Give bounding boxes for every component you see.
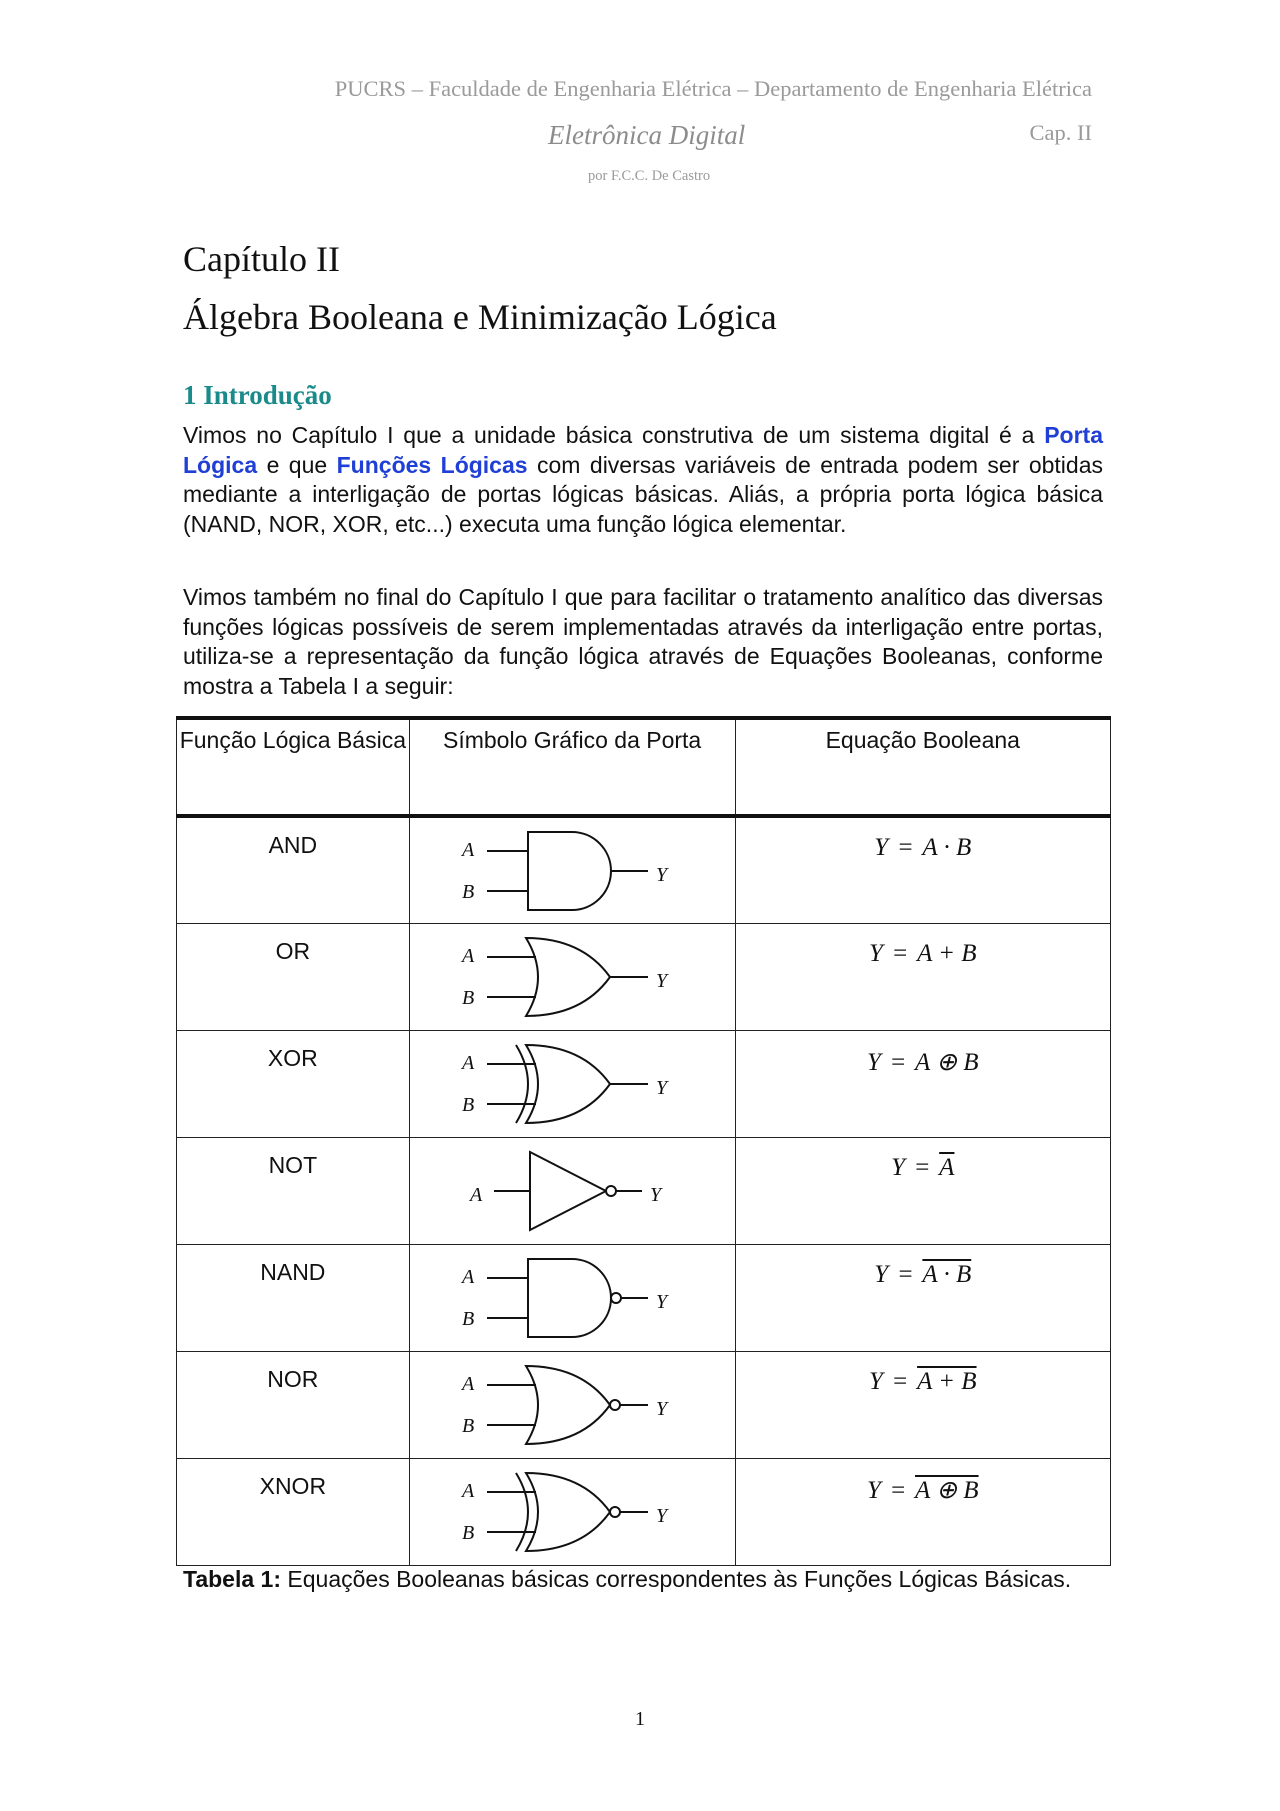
eq-equals: =: [898, 834, 913, 861]
input-b-label: B: [462, 1307, 475, 1330]
output-y-label: Y: [656, 969, 668, 992]
equation-cell: [735, 1458, 1110, 1565]
eq-rhs: A ⊕ B: [915, 1476, 979, 1504]
header-chapter-tag: Cap. II: [1029, 120, 1092, 145]
equation-cell: [735, 923, 1110, 1030]
caption-label: Tabela 1:: [183, 1566, 281, 1592]
eq-rhs: A · B: [922, 1260, 972, 1288]
eq-equals: =: [891, 1048, 906, 1076]
eq-equals: =: [915, 1153, 930, 1181]
input-a-label: A: [462, 1372, 475, 1395]
p1-text-2: e que: [257, 451, 337, 478]
eq-lhs: Y: [891, 1153, 905, 1181]
boolean-equation: [869, 1368, 977, 1395]
nand-gate-symbol: [452, 1245, 692, 1345]
function-name: XOR: [177, 1030, 410, 1137]
eq-rhs: A + B: [917, 939, 977, 967]
highlight-funcoes-logicas: Funções Lógicas: [336, 451, 528, 478]
equation-cell: [735, 816, 1110, 923]
boolean-equation: [867, 1477, 979, 1504]
header-symbol: Símbolo Gráfico da Porta: [409, 718, 735, 816]
header-function: Função Lógica Básica: [177, 718, 410, 816]
header-author: por F.C.C. De Castro: [588, 168, 711, 184]
and-gate-symbol: [452, 818, 692, 918]
eq-rhs: A ⊕ B: [915, 1048, 979, 1076]
boolean-gates-table: [176, 716, 1111, 1566]
table-row: [177, 816, 1111, 923]
header-course-title: Eletrônica Digital: [548, 120, 746, 150]
input-a-label: A: [462, 1479, 475, 1502]
boolean-equation: [891, 1154, 954, 1181]
boolean-equation: [874, 834, 971, 861]
function-name: OR: [177, 923, 410, 1030]
eq-equals: =: [893, 1367, 908, 1395]
output-y-label: Y: [656, 1290, 668, 1313]
header-equation: Equação Booleana: [735, 718, 1110, 816]
function-name: AND: [177, 816, 410, 923]
table-header-row: [177, 718, 1111, 816]
p1-text-1: Vimos no Capítulo I que a unidade básica construtiva de um sistema digital é a: [183, 422, 1045, 448]
input-b-label: B: [462, 1093, 475, 1116]
input-b-label: B: [462, 986, 475, 1009]
highlight-porta-logica: Porta Lógica: [183, 422, 1103, 478]
eq-equals: =: [893, 939, 908, 967]
equation-cell: [735, 1244, 1110, 1351]
gate-symbol-cell: [409, 1351, 735, 1458]
input-b-label: B: [462, 1414, 475, 1437]
chapter-title: Álgebra Booleana e Minimização Lógica: [183, 297, 777, 337]
output-y-label: Y: [650, 1183, 662, 1206]
boolean-equation: [869, 940, 977, 967]
intro-paragraph-1: [183, 421, 1103, 539]
output-y-label: Y: [656, 1397, 668, 1420]
gate-symbol-cell: [409, 1137, 735, 1244]
or-gate-symbol: [452, 924, 692, 1024]
eq-equals: =: [898, 1260, 913, 1288]
input-a-label: A: [462, 839, 475, 861]
output-y-label: Y: [656, 1504, 668, 1527]
gate-symbol-cell: [409, 1244, 735, 1351]
input-b-label: B: [462, 1521, 475, 1544]
caption-text: Equações Booleanas básicas correspondentes às Funções Lógicas Básicas.: [281, 1566, 1072, 1592]
gate-symbol-cell: [409, 1030, 735, 1137]
nor-gate-symbol: [452, 1352, 692, 1452]
equation-cell: [735, 1351, 1110, 1458]
output-y-label: Y: [656, 1076, 668, 1099]
boolean-equation: [874, 1261, 971, 1288]
input-a-label: A: [462, 1051, 475, 1074]
gate-symbol-cell: [409, 923, 735, 1030]
equation-cell: [735, 1030, 1110, 1137]
eq-lhs: Y: [874, 1260, 889, 1288]
xor-gate-symbol: [452, 1031, 692, 1131]
eq-rhs: A · B: [922, 834, 972, 861]
function-name: XNOR: [177, 1458, 410, 1565]
input-a-label: A: [462, 944, 475, 967]
output-y-label: Y: [656, 864, 668, 886]
table-caption: [183, 1565, 1103, 1595]
eq-lhs: Y: [866, 1476, 881, 1504]
eq-lhs: Y: [868, 939, 883, 967]
gate-symbol-cell: [409, 816, 735, 923]
eq-lhs: Y: [868, 1367, 883, 1395]
page-number: 1: [635, 1708, 645, 1730]
header-institution: PUCRS – Faculdade de Engenharia Elétrica – Departamento de Engenharia Elétrica: [334, 76, 1092, 101]
chapter-number: Capítulo II: [183, 239, 340, 279]
eq-lhs: Y: [874, 834, 889, 861]
table-row: [177, 1458, 1111, 1565]
function-name: NOT: [177, 1137, 410, 1244]
xnor-gate-symbol: [452, 1459, 692, 1559]
eq-lhs: Y: [866, 1048, 881, 1076]
section-title: 1 Introdução: [183, 380, 332, 410]
eq-rhs: A + B: [917, 1367, 977, 1395]
not-gate-symbol: [452, 1138, 692, 1238]
table-row: [177, 1244, 1111, 1351]
eq-equals: =: [891, 1476, 906, 1504]
gate-symbol-cell: [409, 1458, 735, 1565]
intro-paragraph-2: Vimos também no final do Capítulo I que para facilitar o tratamento analítico das diversas funções lógicas possíveis de serem implementadas através da interligação entre portas, utiliza-se a representação da função lógica através de Equações Booleanas, conforme mostra a Tabela I a seguir:: [183, 584, 1103, 699]
equation-cell: [735, 1137, 1110, 1244]
boolean-equation: [867, 1049, 979, 1076]
input-a-label: A: [470, 1183, 483, 1206]
function-name: NOR: [177, 1351, 410, 1458]
table-row: [177, 1137, 1111, 1244]
input-b-label: B: [462, 881, 475, 903]
input-a-label: A: [462, 1265, 475, 1288]
table-row: [177, 1351, 1111, 1458]
p1-text-3: com diversas variáveis de entrada podem ser obtidas mediante a interligação de portas lógicas básicas. Aliás, a própria porta lógica básica (NAND, NOR, XOR, etc...) executa uma função lógica elementar.: [183, 451, 1103, 537]
function-name: NAND: [177, 1244, 410, 1351]
table-row: [177, 923, 1111, 1030]
table-row: [177, 1030, 1111, 1137]
eq-rhs: $\overline{A}$: [939, 1153, 955, 1181]
